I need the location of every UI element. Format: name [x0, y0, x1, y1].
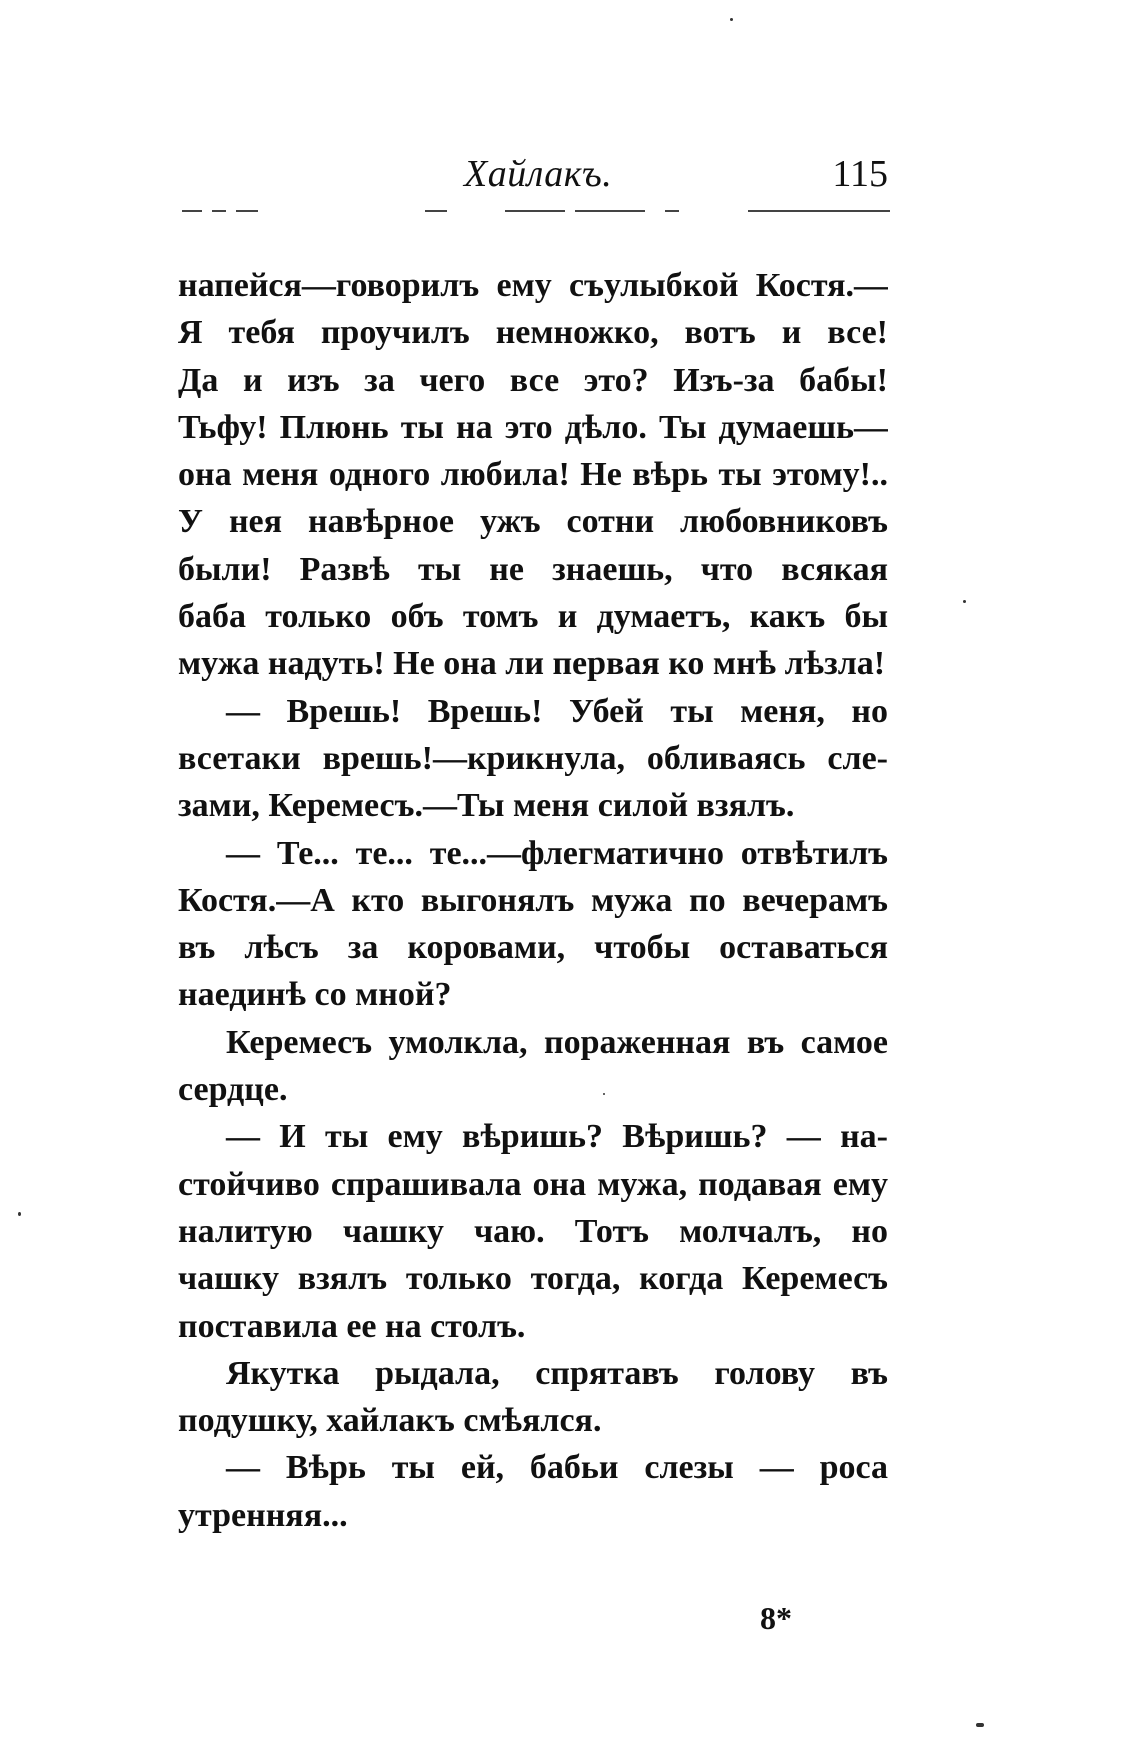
- header-rule: [505, 210, 565, 212]
- text-line: — Вѣрь ты ей, бабьи слезы — роса: [226, 1449, 888, 1487]
- text-line: она меня одного любила! Не вѣрь ты этому!..: [178, 456, 888, 494]
- running-head: [178, 152, 888, 202]
- text-line: Да и изъ за чего все это? Изъ-за бабы!: [178, 361, 888, 399]
- header-rule: [212, 210, 226, 212]
- text-line: стойчиво спрашивала она мужа, подавая ему: [178, 1165, 888, 1203]
- text-line: Тьфу! Плюнь ты на это дѣло. Ты думаешь—: [178, 408, 888, 446]
- text-line: были! Развѣ ты не знаешь, что всякая: [178, 550, 888, 588]
- text-line: У нея навѣрное ужъ сотни любовниковъ: [178, 503, 888, 541]
- text-line: наединѣ со мной?: [178, 976, 452, 1014]
- running-title: Хайлакъ.: [464, 153, 613, 195]
- text-line: напейся—говорилъ ему съулыбкой Костя.—: [178, 267, 888, 304]
- text-line: — Те... те... те...—флегматично отвѣтилъ: [226, 834, 888, 872]
- header-rule: [182, 210, 202, 212]
- text-line: утренняя...: [178, 1496, 348, 1534]
- text-line: поставила ее на столъ.: [178, 1307, 526, 1345]
- scan-speck: [603, 1093, 605, 1095]
- text-line: въ лѣсъ за коровами, чтобы оставаться: [178, 929, 888, 967]
- scan-speck: [730, 18, 733, 21]
- header-rule: [425, 210, 447, 212]
- text-line: сердце.: [178, 1071, 288, 1109]
- signature-mark: 8*: [760, 1600, 792, 1636]
- text-line: всетаки врешь!—крикнула, обливаясь сле-: [178, 739, 888, 777]
- header-rule: [748, 210, 890, 212]
- text-line: Якутка рыдала, спрятавъ голову въ: [226, 1354, 888, 1392]
- page-number: 115: [832, 153, 888, 195]
- scan-speck: [976, 1723, 984, 1727]
- text-line: Керемесъ умолкла, пораженная въ самое: [226, 1023, 888, 1061]
- scan-speck: [963, 600, 966, 603]
- header-rule: [236, 210, 258, 212]
- text-line: зами, Керемесъ.—Ты меня силой взялъ.: [178, 787, 795, 825]
- body-text: [178, 262, 888, 1539]
- text-line: — Врешь! Врешь! Убей ты меня, но: [226, 692, 888, 730]
- text-line: мужа надуть! Не она ли первая ко мнѣ лѣзла!: [178, 645, 886, 683]
- text-line: Костя.—А кто выгонялъ мужа по вечерамъ: [178, 881, 888, 919]
- text-line: чашку взялъ только тогда, когда Керемесъ: [178, 1260, 888, 1298]
- text-line: Я тебя проучилъ немножко, вотъ и все!: [178, 314, 888, 352]
- header-rule: [665, 210, 679, 212]
- text-line: — И ты ему вѣришь? Вѣришь? — на-: [226, 1118, 888, 1156]
- text-line: налитую чашку чаю. Тотъ молчалъ, но: [178, 1212, 888, 1250]
- text-line: подушку, хайлакъ смѣялся.: [178, 1402, 602, 1440]
- scan-speck: [18, 1212, 21, 1216]
- header-rule: [575, 210, 645, 212]
- text-line: баба только объ томъ и думаетъ, какъ бы: [178, 598, 888, 636]
